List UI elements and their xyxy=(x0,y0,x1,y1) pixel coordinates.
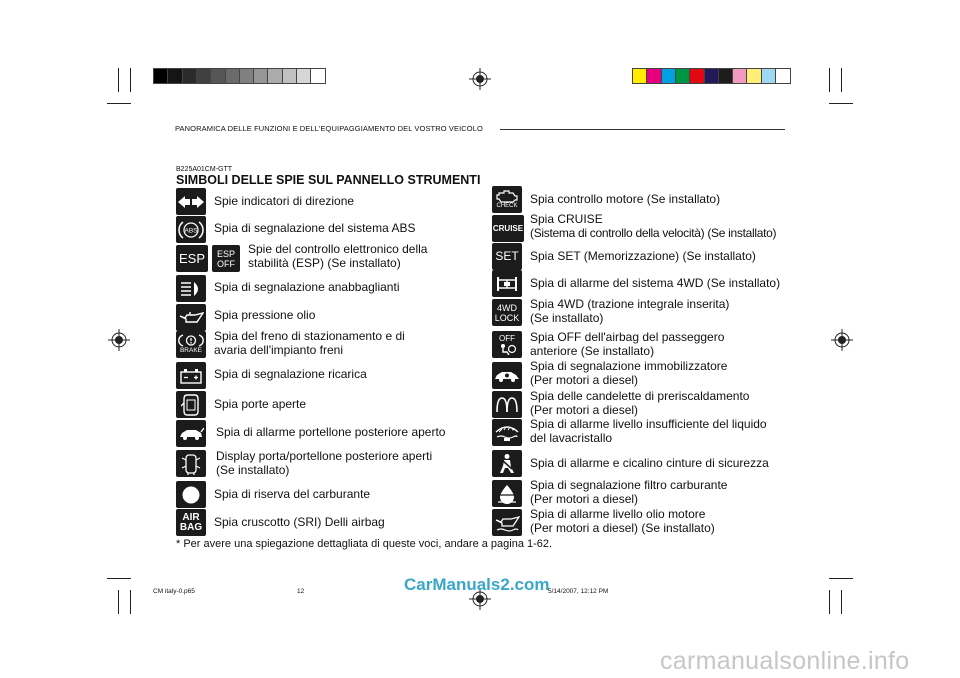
color-swatch xyxy=(733,69,747,83)
list-item-label: Spia delle candelette di preriscaldamento xyxy=(530,389,750,403)
list-item-label: (Se installato) xyxy=(216,463,290,477)
airbag-icon: AIR BAG xyxy=(176,509,206,536)
list-item-label: Spia di allarme livello insufficiente del liquido xyxy=(530,417,767,431)
list-item-label: Spia pressione olio xyxy=(214,308,316,322)
color-swatch xyxy=(705,69,719,83)
svg-text:ABS: ABS xyxy=(184,227,198,234)
list-item-label: Spia del freno di stazionamento e di xyxy=(214,329,405,343)
color-swatch xyxy=(647,69,661,83)
list-item-label: Spia di riserva del carburante xyxy=(214,487,371,501)
list-item-label: Spie indicatori di direzione xyxy=(214,194,355,208)
fuel-reserve-icon xyxy=(176,481,206,508)
color-swatch xyxy=(226,69,240,83)
list-item-label: Spia 4WD (trazione integrale inserita) xyxy=(530,297,730,311)
color-swatch xyxy=(633,69,647,83)
oil-can-icon xyxy=(176,304,206,331)
footer-timestamp: 5/14/2007, 12:12 PM xyxy=(548,588,609,595)
door-open-icon xyxy=(176,391,206,418)
seat-belt-icon xyxy=(492,450,522,477)
list-item-label: Spia di segnalazione anabbaglianti xyxy=(214,280,400,294)
color-swatch xyxy=(662,69,676,83)
color-swatch xyxy=(154,69,168,83)
list-item-label: Spia controllo motore (Se installato) xyxy=(530,192,721,206)
door-display-icon xyxy=(176,450,206,477)
4wd-lock-icon: 4WD LOCK xyxy=(492,299,522,326)
tailgate-open-icon xyxy=(176,420,206,447)
list-item-label: anteriore (Se installato) xyxy=(530,344,655,358)
list-item-label: Spia cruscotto (SRI) Delli airbag xyxy=(214,515,385,529)
color-swatch xyxy=(311,69,325,83)
list-item-label: Spia di segnalazione ricarica xyxy=(214,367,367,381)
footer-page-number: 12 xyxy=(297,588,305,595)
list-item-label: Spie del controllo elettronico della xyxy=(248,242,428,256)
list-item-label: Spia OFF dell'airbag del passeggero xyxy=(530,330,725,344)
list-item-label: Spia di segnalazione immobilizzatore xyxy=(530,359,728,373)
brake-icon: BRAKE xyxy=(176,331,206,358)
list-item-label: (Se installato) xyxy=(530,311,604,325)
watermark-carmanuals2[interactable]: CarManuals2.com xyxy=(404,575,550,594)
turn-signal-arrows-icon xyxy=(176,188,206,215)
list-item-label: Spia di segnalazione filtro carburante xyxy=(530,478,728,492)
registration-mark-left xyxy=(108,329,130,351)
airbag-off-icon: OFF xyxy=(492,331,522,358)
list-item-label: (Per motori a diesel) xyxy=(530,492,639,506)
registration-mark-top xyxy=(469,68,491,90)
esp-off-icon: ESP OFF xyxy=(212,245,240,272)
color-swatch xyxy=(168,69,182,83)
fuel-filter-icon xyxy=(492,480,522,507)
color-swatch xyxy=(183,69,197,83)
list-item-label: (Per motori a diesel) (Se installato) xyxy=(530,521,715,535)
list-item-label: (Sistema di controllo della velocità) (Se installato) xyxy=(530,226,777,240)
footnote: * Per avere una spiegazione dettagliata di queste voci, andare a pagina 1-62. xyxy=(176,538,553,550)
color-swatch xyxy=(283,69,297,83)
header-rule xyxy=(500,129,785,130)
4wd-alarm-icon xyxy=(492,270,522,297)
section-code: B225A01CM-GTT xyxy=(176,166,233,173)
color-swatch xyxy=(776,69,790,83)
list-item-label: del lavacristallo xyxy=(530,431,613,445)
high-beam-icon xyxy=(176,275,206,302)
oil-level-icon xyxy=(492,509,522,536)
abs-icon xyxy=(176,216,206,243)
set-icon: SET xyxy=(492,243,522,270)
battery-icon xyxy=(176,362,206,389)
list-item-label: Spia porte aperte xyxy=(214,397,307,411)
footer-filename: CM italy-0.p65 xyxy=(153,588,195,595)
color-swatch xyxy=(676,69,690,83)
registration-mark-right xyxy=(831,329,853,351)
list-item-label: Spia di allarme livello olio motore xyxy=(530,507,706,521)
list-item-label: avaria dell'impianto freni xyxy=(214,343,344,357)
list-item-label: (Per motori a diesel) xyxy=(530,373,639,387)
list-item-label: stabilità (ESP) (Se installato) xyxy=(248,256,401,270)
color-swatch xyxy=(297,69,311,83)
color-swatch xyxy=(197,69,211,83)
section-title: SIMBOLI DELLE SPIE SUL PANNELLO STRUMENTI xyxy=(176,173,481,187)
glow-plug-icon xyxy=(492,391,522,418)
list-item-label: Display porta/portellone posteriore aperti xyxy=(216,449,433,463)
list-item-label: Spia di allarme del sistema 4WD (Se installato) xyxy=(530,276,781,290)
list-item-label: Spia di allarme e cicalino cinture di sicurezza xyxy=(530,456,769,470)
color-swatch xyxy=(719,69,733,83)
list-item-label: Spia di segnalazione del sistema ABS xyxy=(214,221,416,235)
list-item-label: (Per motori a diesel) xyxy=(530,403,639,417)
color-swatch xyxy=(747,69,761,83)
washer-fluid-icon xyxy=(492,419,522,446)
check-engine-icon: CHECK xyxy=(492,186,522,213)
cruise-icon: CRUISE xyxy=(492,215,524,242)
color-swatch xyxy=(211,69,225,83)
color-swatch xyxy=(762,69,776,83)
list-item-label: Spia di allarme portellone posteriore aperto xyxy=(216,425,446,439)
list-item-label: Spia CRUISE xyxy=(530,212,603,226)
immobilizer-icon xyxy=(492,362,522,389)
color-swatch xyxy=(254,69,268,83)
list-item-label: Spia SET (Memorizzazione) (Se installato) xyxy=(530,249,756,263)
color-swatch xyxy=(268,69,282,83)
running-title: PANORAMICA DELLE FUNZIONI E DELL'EQUIPAGGIAMENTO DEL VOSTRO VEICOLO xyxy=(175,124,483,133)
color-swatch xyxy=(240,69,254,83)
color-swatch xyxy=(690,69,704,83)
watermark-carmanualsonline[interactable]: carmanualsonline.info xyxy=(660,647,910,675)
esp-icon: ESP xyxy=(176,245,208,272)
